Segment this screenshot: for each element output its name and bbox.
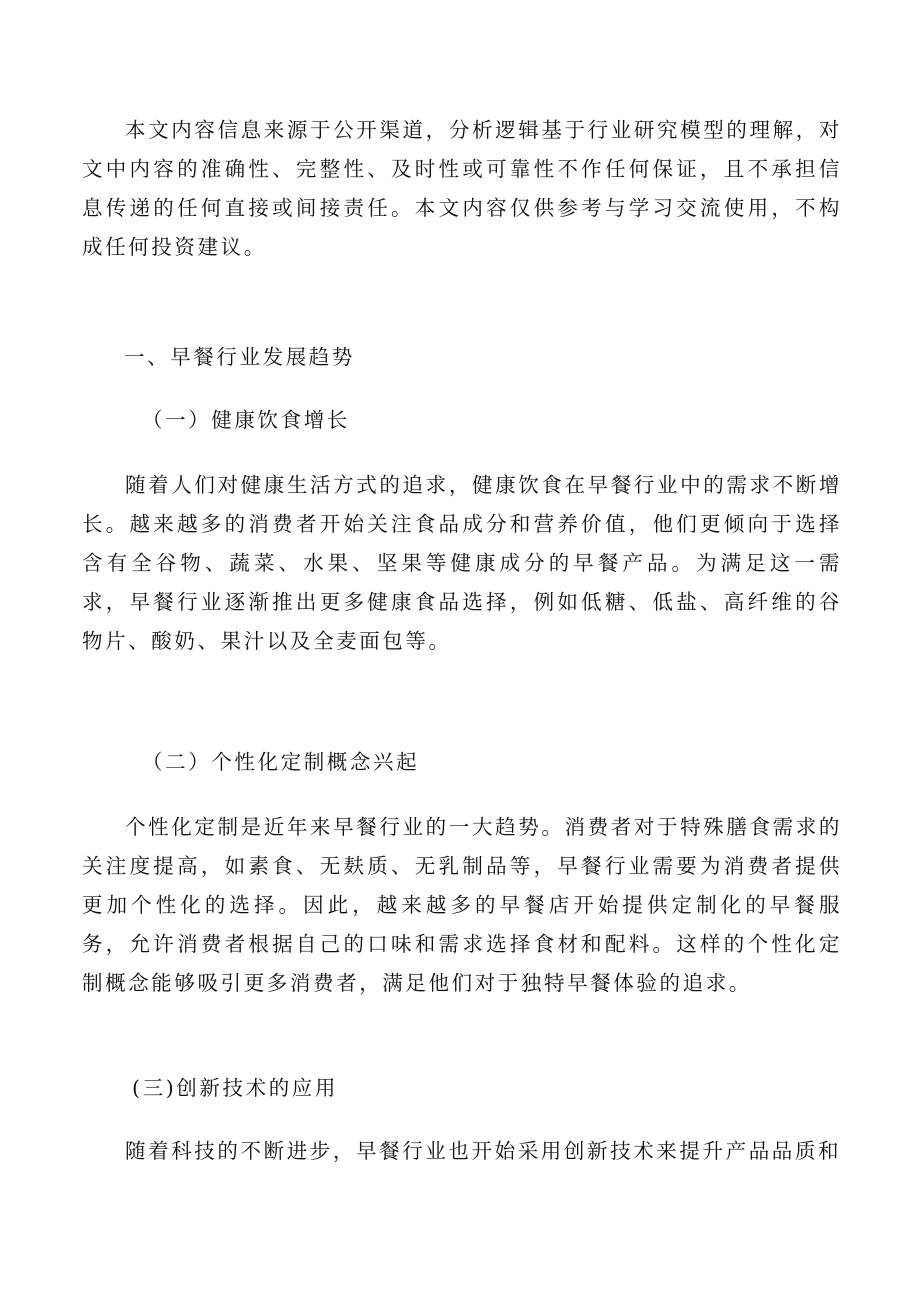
disclaimer-paragraph: 本文内容信息来源于公开渠道，分析逻辑基于行业研究模型的理解，对文中内容的准确性、完整性、及时性或可靠性不作任何保证，且不承担信息传递的任何直接或间接责任。本文内容仅供参考与学习交流使用，不构成任何投资建议。 bbox=[82, 118, 842, 259]
paragraph-healthy-diet: 随着人们对健康生活方式的追求，健康饮食在早餐行业中的需求不断增长。越来越多的消费者开始关注食品成分和营养价值，他们更倾向于选择含有全谷物、蔬菜、水果、坚果等健康成分的早餐产品。为满足这一需求，早餐行业逐渐推出更多健康食品选择，例如低糖、低盐、高纤维的谷物片、酸奶、果汁以及全麦面包等。 bbox=[82, 473, 842, 653]
paragraph-customization: 个性化定制是近年来早餐行业的一大趋势。消费者对于特殊膳食需求的关注度提高，如素食、无麸质、无乳制品等，早餐行业需要为消费者提供更加个性化的选择。因此，越来越多的早餐店开始提供定制化的早餐服务，允许消费者根据自己的口味和需求选择食材和配料。这样的个性化定制概念能够吸引更多消费者，满足他们对于独特早餐体验的追求。 bbox=[82, 815, 842, 995]
subsection-heading-innovation: (三)创新技术的应用 bbox=[132, 1076, 338, 1100]
subsection-heading-customization: （二）个性化定制概念兴起 bbox=[142, 750, 420, 774]
paragraph-innovation: 随着科技的不断进步，早餐行业也开始采用创新技术来提升产品品质和 bbox=[125, 1139, 842, 1163]
section-heading-trends: 一、早餐行业发展趋势 bbox=[124, 345, 355, 369]
subsection-heading-healthy-diet: （一）健康饮食增长 bbox=[142, 408, 350, 432]
